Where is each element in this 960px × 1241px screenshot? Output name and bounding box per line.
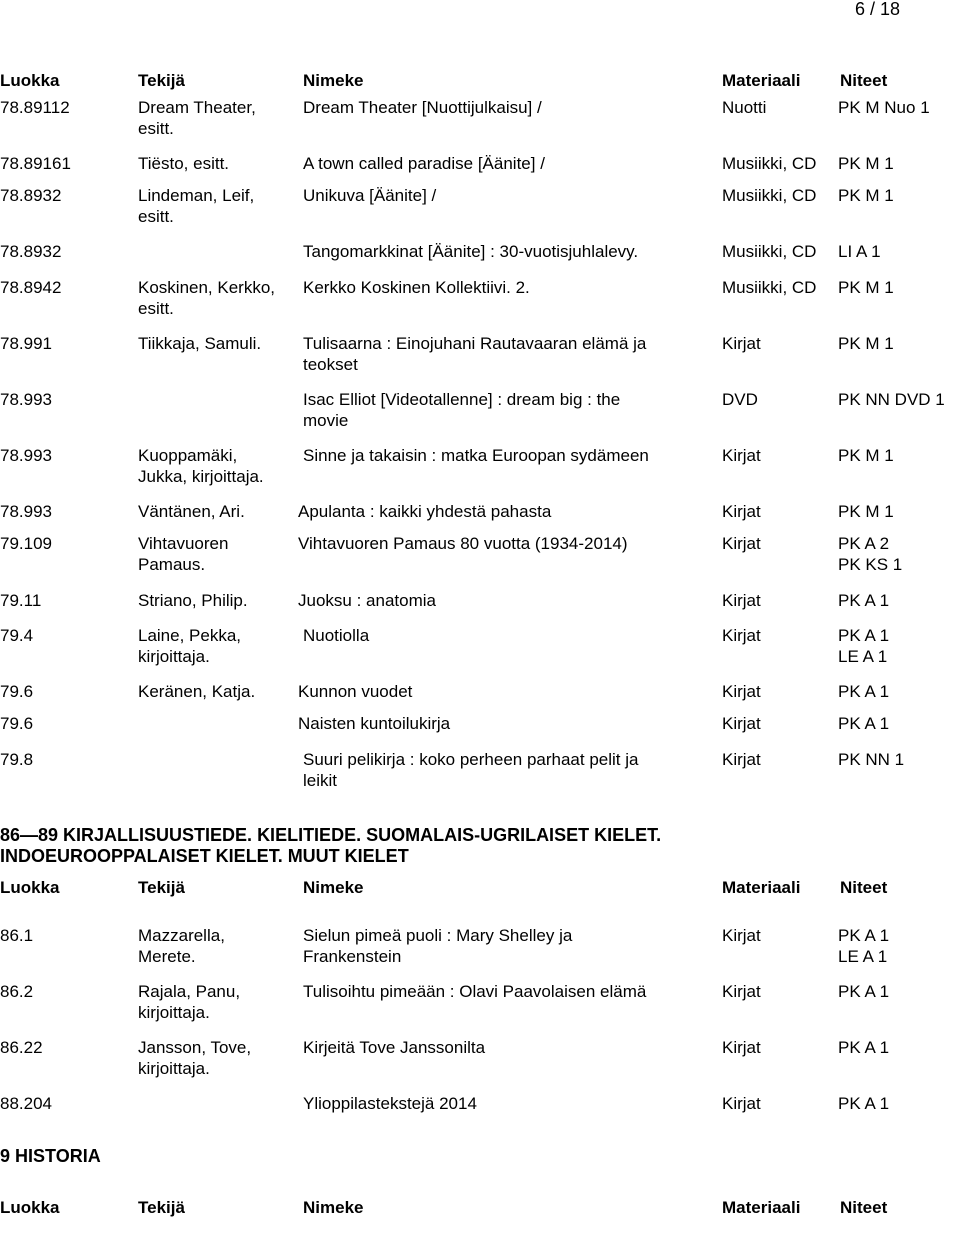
cell-tekija: Dream Theater, esitt.	[138, 98, 256, 138]
cell-niteet: PK A 1	[838, 1094, 890, 1113]
cell-nimeke: Suuri pelikirja : koko perheen parhaat pelit ja leikit	[303, 750, 639, 790]
cell-tekija: Tiikkaja, Samuli.	[138, 334, 262, 353]
cell-nimeke: A town called paradise [Äänite] /	[303, 154, 545, 173]
cell-materiaali: Kirjat	[722, 446, 761, 465]
cell-luokka: 79.6	[0, 682, 34, 701]
cell-materiaali: Nuotti	[722, 98, 767, 117]
table-row	[0, 981, 960, 1025]
cell-niteet: PK A 1	[838, 591, 890, 610]
cell-niteet: PK NN DVD 1	[838, 390, 945, 409]
cell-luokka: 79.6	[0, 714, 34, 733]
cell-luokka: 78.993	[0, 390, 52, 409]
header-materiaali: Materiaali	[722, 878, 801, 897]
cell-luokka: 78.8932	[0, 242, 62, 261]
cell-materiaali: Kirjat	[722, 926, 761, 945]
header-nimeke: Nimeke	[303, 1198, 364, 1217]
cell-niteet: LI A 1	[838, 242, 881, 261]
cell-nimeke: Sielun pimeä puoli : Mary Shelley ja Frankenstein	[303, 926, 573, 966]
header-materiaali: Materiaali	[722, 1198, 801, 1217]
cell-nimeke: Naisten kuntoilukirja	[298, 714, 451, 733]
table-row	[0, 185, 960, 229]
cell-niteet: PK M 1	[838, 154, 894, 173]
table-row	[0, 1093, 960, 1137]
cell-materiaali: Musiikki, CD	[722, 186, 817, 205]
table-row	[0, 445, 960, 489]
table-row	[0, 533, 960, 577]
cell-materiaali: Kirjat	[722, 982, 761, 1001]
cell-tekija: Rajala, Panu, kirjoittaja.	[138, 982, 241, 1022]
cell-luokka: 78.8942	[0, 278, 62, 297]
cell-luokka: 78.89161	[0, 154, 71, 173]
section-heading-historia: 9 HISTORIA	[0, 1146, 101, 1166]
cell-tekija: Keränen, Katja.	[138, 682, 256, 701]
header-tekija: Tekijä	[138, 71, 185, 90]
cell-luokka: 86.22	[0, 1038, 43, 1057]
table-row	[0, 749, 960, 793]
header-niteet: Niteet	[840, 1198, 888, 1217]
cell-niteet: PK NN 1	[838, 750, 905, 769]
cell-nimeke: Nuotiolla	[303, 626, 370, 645]
cell-nimeke: Kirjeitä Tove Janssonilta	[303, 1038, 486, 1057]
cell-luokka: 86.1	[0, 926, 34, 945]
table-row	[0, 277, 960, 321]
cell-niteet: PK M Nuo 1	[838, 98, 930, 117]
header-materiaali: Materiaali	[722, 71, 801, 90]
cell-materiaali: Kirjat	[722, 750, 761, 769]
cell-materiaali: Kirjat	[722, 1038, 761, 1057]
cell-luokka: 79.11	[0, 591, 42, 610]
cell-niteet: PK M 1	[838, 446, 894, 465]
table-row	[0, 97, 960, 141]
cell-nimeke: Tangomarkkinat [Äänite] : 30-vuotisjuhlalevy.	[303, 242, 639, 261]
cell-nimeke: Tulisaarna : Einojuhani Rautavaaran elämä ja teokset	[303, 334, 647, 374]
cell-nimeke: Vihtavuoren Pamaus 80 vuotta (1934-2014)	[298, 534, 628, 553]
cell-niteet: PK A 1 LE A 1	[838, 626, 890, 666]
cell-niteet: PK M 1	[838, 186, 894, 205]
cell-niteet: PK M 1	[838, 278, 894, 297]
section-heading-86-89: 86—89 KIRJALLISUUSTIEDE. KIELITIEDE. SUOMALAIS-UGRILAISET KIELET. INDOEUROOPPALAISET KIELET. MUUT KIELET	[0, 825, 662, 866]
cell-nimeke: Kerkko Koskinen Kollektiivi. 2.	[303, 278, 530, 297]
cell-niteet: PK A 1	[838, 682, 890, 701]
table-row	[0, 925, 960, 969]
cell-nimeke: Sinne ja takaisin : matka Euroopan sydämeen	[303, 446, 649, 465]
header-niteet: Niteet	[840, 878, 888, 897]
cell-nimeke: Tulisoihtu pimeään : Olavi Paavolaisen elämä	[303, 982, 647, 1001]
cell-tekija: Tiësto, esitt.	[138, 154, 230, 173]
cell-luokka: 78.993	[0, 502, 52, 521]
cell-luokka: 78.8932	[0, 186, 62, 205]
cell-tekija: Lindeman, Leif, esitt.	[138, 186, 255, 226]
cell-materiaali: Kirjat	[722, 591, 761, 610]
header-tekija: Tekijä	[138, 878, 185, 897]
cell-luokka: 78.991	[0, 334, 52, 353]
cell-nimeke: Juoksu : anatomia	[298, 591, 436, 610]
cell-niteet: PK A 1	[838, 982, 890, 1001]
header-nimeke: Nimeke	[303, 878, 364, 897]
cell-materiaali: Musiikki, CD	[722, 242, 817, 261]
cell-materiaali: Kirjat	[722, 534, 761, 553]
cell-niteet: PK A 1	[838, 714, 890, 733]
cell-tekija: Laine, Pekka, kirjoittaja.	[138, 626, 242, 666]
page-number: 6 / 18	[854, 0, 900, 19]
table-header	[0, 877, 960, 921]
cell-luokka: 79.8	[0, 750, 34, 769]
cell-nimeke: Ylioppilastekstejä 2014	[303, 1094, 477, 1113]
header-niteet: Niteet	[840, 71, 888, 90]
cell-luokka: 78.993	[0, 446, 52, 465]
cell-tekija: Vihtavuoren Pamaus.	[138, 534, 229, 574]
cell-materiaali: Kirjat	[722, 1094, 761, 1113]
cell-materiaali: Musiikki, CD	[722, 154, 817, 173]
cell-luokka: 79.4	[0, 626, 34, 645]
header-luokka: Luokka	[0, 71, 60, 90]
cell-luokka: 78.89112	[0, 98, 70, 117]
cell-niteet: PK A 2 PK KS 1	[838, 534, 903, 574]
header-luokka: Luokka	[0, 878, 60, 897]
header-tekija: Tekijä	[138, 1198, 185, 1217]
header-luokka: Luokka	[0, 1198, 60, 1217]
cell-niteet: PK M 1	[838, 334, 894, 353]
table-row	[0, 625, 960, 669]
cell-tekija: Jansson, Tove, kirjoittaja.	[138, 1038, 252, 1078]
cell-materiaali: Kirjat	[722, 502, 761, 521]
cell-niteet: PK A 1	[838, 1038, 890, 1057]
table-row	[0, 389, 960, 433]
cell-materiaali: DVD	[722, 390, 758, 409]
cell-tekija: Kuoppamäki, Jukka, kirjoittaja.	[138, 446, 264, 486]
cell-nimeke: Apulanta : kaikki yhdestä pahasta	[298, 502, 552, 521]
cell-materiaali: Kirjat	[722, 714, 761, 733]
cell-materiaali: Kirjat	[722, 626, 761, 645]
header-nimeke: Nimeke	[303, 71, 364, 90]
cell-materiaali: Musiikki, CD	[722, 278, 817, 297]
cell-materiaali: Kirjat	[722, 334, 761, 353]
cell-nimeke: Kunnon vuodet	[298, 682, 413, 701]
table-header	[0, 1197, 960, 1241]
cell-niteet: PK A 1 LE A 1	[838, 926, 890, 966]
cell-niteet: PK M 1	[838, 502, 894, 521]
cell-luokka: 79.109	[0, 534, 52, 553]
cell-tekija: Striano, Philip.	[138, 591, 248, 610]
cell-nimeke: Dream Theater [Nuottijulkaisu] /	[303, 98, 542, 117]
cell-tekija: Koskinen, Kerkko, esitt.	[138, 278, 276, 318]
table-row	[0, 333, 960, 377]
cell-materiaali: Kirjat	[722, 682, 761, 701]
cell-luokka: 88.204	[0, 1094, 52, 1113]
cell-tekija: Väntänen, Ari.	[138, 502, 245, 521]
cell-tekija: Mazzarella, Merete.	[138, 926, 225, 966]
cell-nimeke: Isac Elliot [Videotallenne] : dream big : the movie	[303, 390, 621, 430]
cell-nimeke: Unikuva [Äänite] /	[303, 186, 437, 205]
cell-luokka: 86.2	[0, 982, 34, 1001]
table-row	[0, 1037, 960, 1081]
